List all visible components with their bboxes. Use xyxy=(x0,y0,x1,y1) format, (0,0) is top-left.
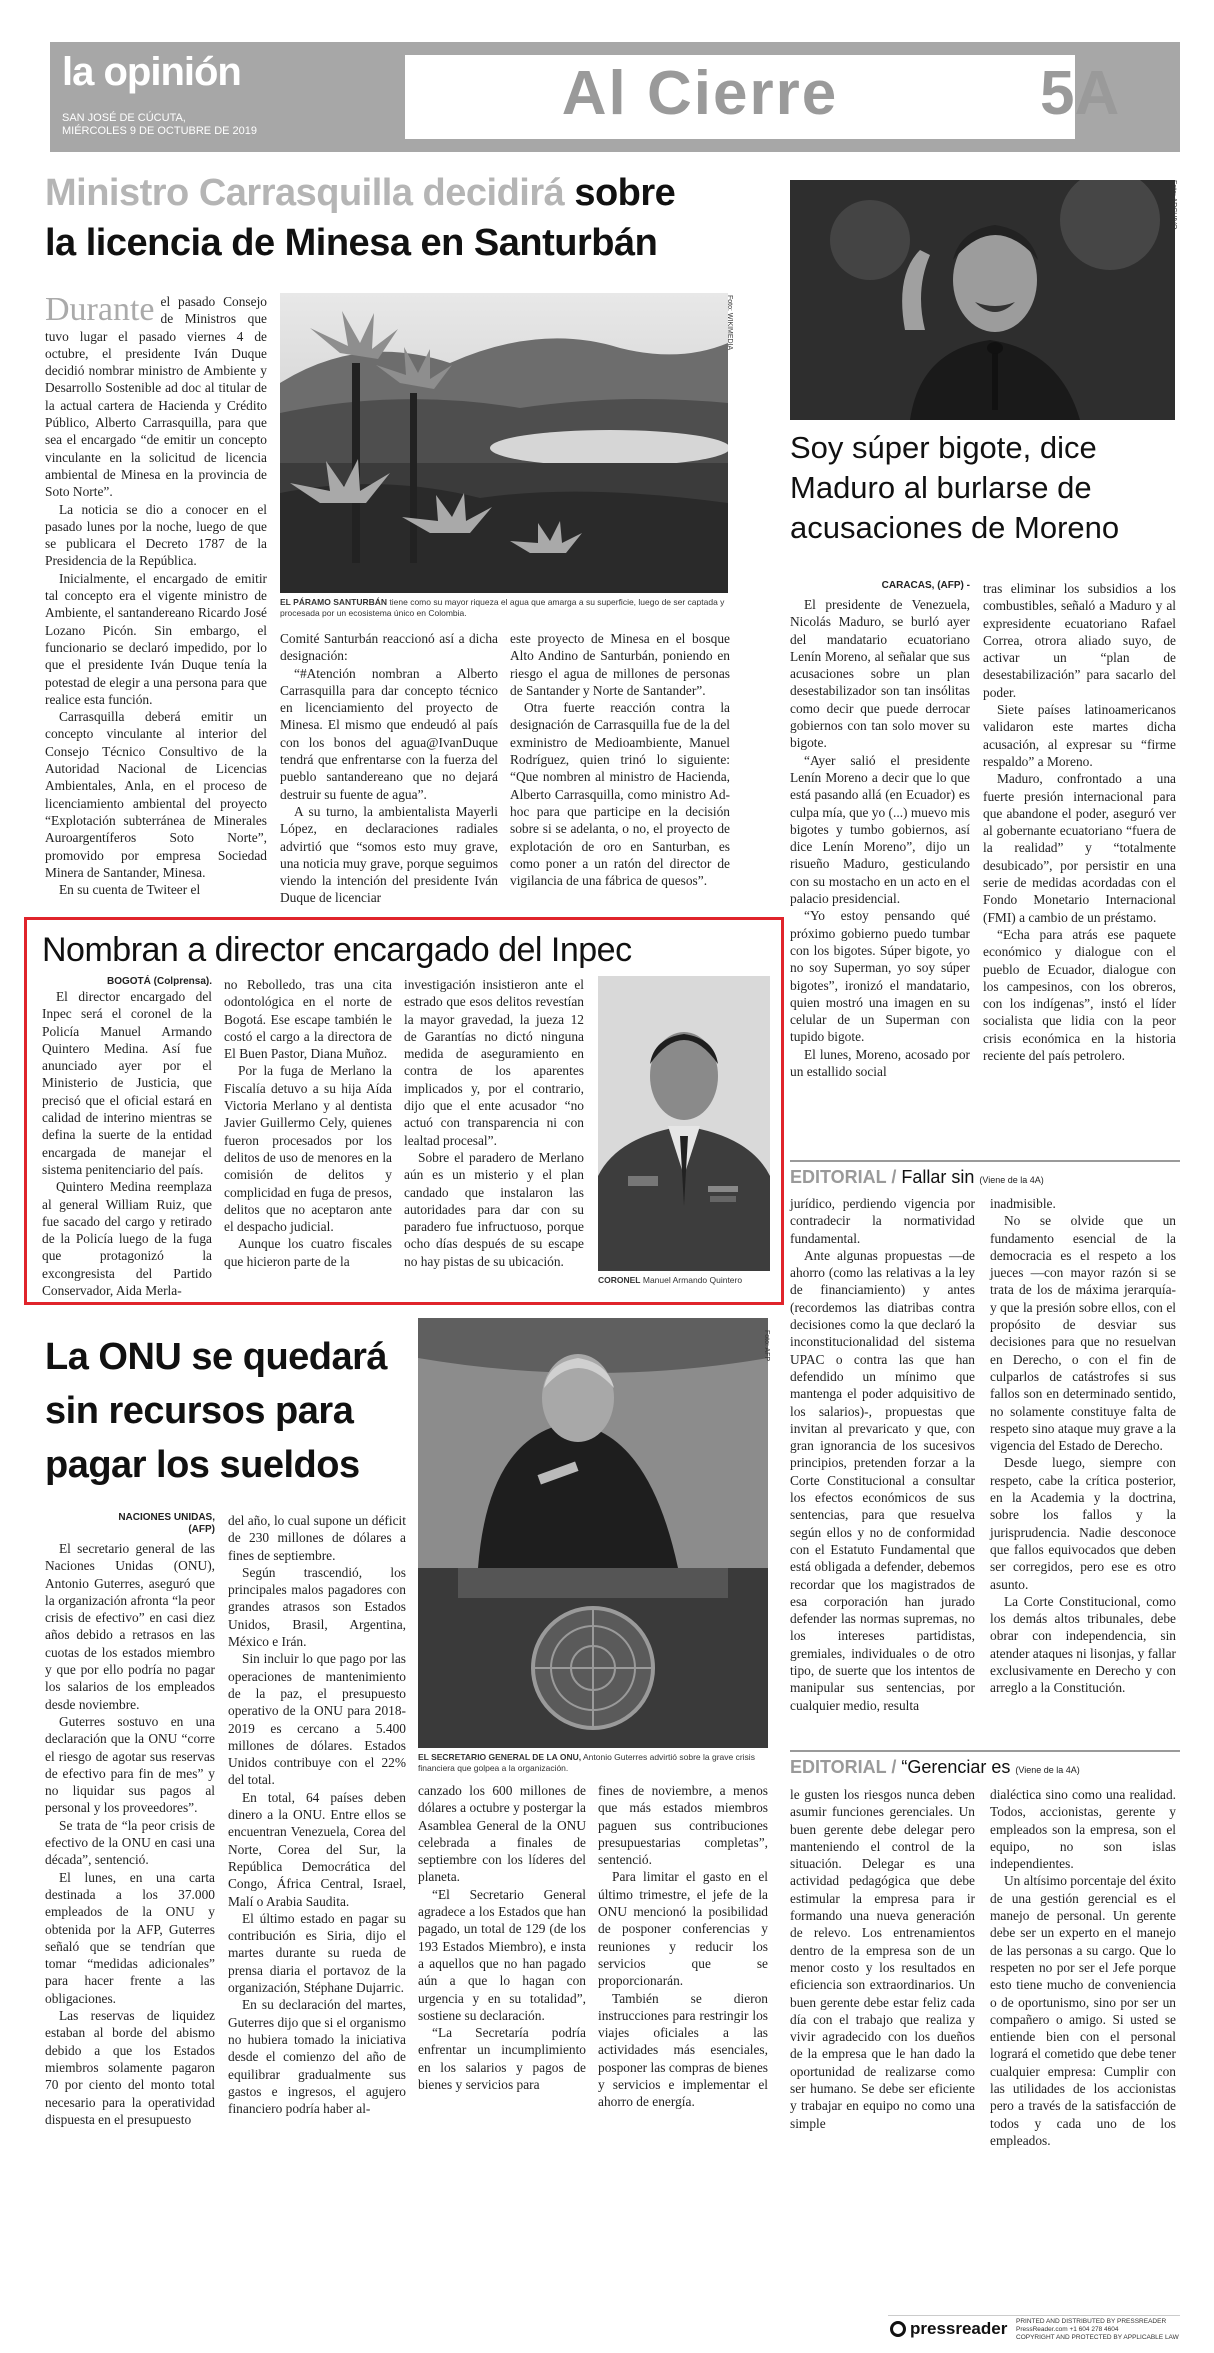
onu-column-2 xyxy=(228,1512,406,2117)
headline-highlight: Ministro Carrasquilla decidirá xyxy=(45,172,565,214)
minesa-p5: En su cuenta de Twiteer el xyxy=(59,882,201,898)
onu-headline-3: pagar los sueldos xyxy=(45,1444,360,1486)
minesa-p2: La noticia se dio a conocer en el pasado lunes por la noche, luego de que se publicara el Decreto 1787 de la Presidencia de la República. xyxy=(45,501,267,569)
headline-rest: sobre xyxy=(564,172,676,214)
editorial-2-header xyxy=(790,1755,1180,1782)
maduro-column-1 xyxy=(790,596,970,1080)
onu-c2-p6: En su declaración del martes, Guterres dijo que si el organismo no hubiera tomado la iniciativa desde el comienzo del año de equilibrar gradualmente sus gastos e ingresos, el agujero financiero podría haber al- xyxy=(228,1997,406,2117)
onu-c3-p3: “La Secretaría podría enfrentar un incumplimiento en los salarios y pagos de bienes y servicios para xyxy=(418,2025,586,2093)
onu-column-3 xyxy=(418,1782,586,2093)
editorial-2-label: EDITORIAL / xyxy=(790,1757,897,1777)
onu-c2-p2: Según trascendió, los principales malos pagadores con grandes atrasos son Estados Unidos, Brasil, Argentina, México e Irán. xyxy=(228,1564,406,1650)
onu-p2: Guterres sostuvo en una declaración que la ONU “corre el riesgo de agotar sus reservas de efectivo para fin de mes” y no liquidar sus pagos al personal y los proveedores”. xyxy=(45,1713,215,1816)
guterres-illustration xyxy=(418,1318,768,1748)
onu-p5: Las reservas de liquidez estaban al borde del abismo debido a que los Estados miembros solamente pagaron 70 por ciento del monto total necesario para la operatividad dispuesta en el presupuesto xyxy=(45,2008,215,2127)
ed1-p1: jurídico, perdiendo vigencia por contradecir la normatividad fundamental. xyxy=(790,1196,975,1246)
minesa-c3-p2: Otra fuerte reacción contra la designación de Carrasquilla fue de la del exministro de Medioambiente, Manuel Rodríguez, quien trinó lo siguiente: “Que nombren al ministro de Hacienda, Alberto Carrasquilla, como ministro Ad-hoc para que participe en la decisión sobre si se adelanta, o no, el proyecto de explotación de oro en Santurban, es como poner a un ratón del director de vigilancia de una fábrica de quesos”. xyxy=(510,700,730,889)
paramo-photo-credit: Foto: WIKIMEDIA xyxy=(726,295,733,351)
editorial-1-column-1 xyxy=(790,1195,975,1714)
maduro-column-2 xyxy=(983,580,1176,1064)
page-number: 5A xyxy=(1040,59,1120,128)
onu-headline-2: sin recursos para xyxy=(45,1390,354,1432)
maduro-c2-p2: Siete países latinoamericanos validaron este martes dicha acusación, al expresar su “firme respaldo” a Moreno. xyxy=(983,702,1176,769)
maduro-p4: El lunes, Moreno, acosado por un estallido social xyxy=(790,1046,970,1080)
maduro-photo-credit: Foto: ARCHIVO xyxy=(1170,180,1177,230)
onu-c2-p3: Sin incluir lo que pago por las operaciones de mantenimiento de la paz, el presupuesto operativo de la ONU para 2018-2019 es cercano a 5.400 millones de dólares. Estados Unidos contribuye con el 22% del total. xyxy=(228,1651,406,1788)
onu-column-4 xyxy=(598,1782,768,2111)
ed1-c2-p1: inadmisible. xyxy=(990,1196,1056,1211)
section-title: Al Cierre xyxy=(561,59,839,128)
city-date xyxy=(62,112,257,138)
pressreader-brand: pressreader xyxy=(910,2319,1008,2338)
editorial-2-rule xyxy=(790,1750,1180,1752)
inpec-column-3 xyxy=(404,976,584,1270)
newspaper-logo: la opinión xyxy=(62,50,241,94)
onu-c3-p2: “El Secretario General agradece a los Estados que han pagado, un total de 129 (de los 193 Estados Miembro), e insta a aquellos que no han pagado aún a que lo hagan con urgencia y en su totalidad”, sostiene su declaración. xyxy=(418,1886,586,2023)
footer-line-1: PRINTED AND DISTRIBUTED BY PRESSREADER xyxy=(1016,2318,1167,2325)
minesa-column-1 xyxy=(45,293,267,898)
maduro-photo xyxy=(790,180,1175,420)
minesa-c2-p3: A su turno, la ambientalista Mayerli López, en declaraciones radiales advirtió que “somos esto muy grave, una noticia muy grave, porque seguimos viendo la intención del presidente Iván Duque de licenciar xyxy=(280,803,498,906)
maduro-c2-p3: Maduro, confrontado a una fuerte presión internacional para que abandone el poder, aseguró ver al gobernante ecuatoriano “fuera de la realidad” y “totalmente desubicado”, por persistir en una serie de medidas acordadas con el Fondo Monetario Internacional (FMI) a cambio de un préstamo. xyxy=(983,771,1176,925)
onu-c4-p1: fines de noviembre, a menos que más estados miembros paguen sus contribuciones presupuestarias completas”, sentenció. xyxy=(598,1783,768,1868)
paramo-illustration xyxy=(280,293,728,593)
editorial-2-column-1 xyxy=(790,1786,975,2132)
inpec-caption xyxy=(598,1275,770,1286)
onu-caption-text: Antonio Guterres advirtió sobre la grave crisis financiera que golpea a la organización. xyxy=(418,1752,755,1773)
minesa-p1: el pasado Consejo de Ministros que tuvo lugar el pasado viernes 4 de octubre, el presidente Iván Duque decidió nombrar ministro de Ambiente y Desarrollo Sostenible ad doc al titular de la actual cartera de Hacienda y Crédito Público, Alberto Carrasquilla, para que sea el encargado “de emitir un concepto vinculante en la solicitud de licencia ambiental de Minesa en la provincia de Soto Norte”. xyxy=(45,294,267,500)
onu-p3: Se trata de “la peor crisis de efectivo de la ONU en casi una década”, sentenció. xyxy=(45,1817,215,1868)
inpec-caption-text: Manuel Armando Quintero xyxy=(640,1275,743,1285)
minesa-p4: Carrasquilla deberá emitir un concepto vinculante al interior del Consejo Técnico Consultivo de la Autoridad Nacional de Licencias Ambientales, Anla, en el proceso de licenciamiento ambiental del proyecto “Explotación subterránea de Minerales Auroargentíferos Soto Norte”, promovido por empresa Sociedad Minera de Santander, Minesa. xyxy=(45,709,267,880)
onu-photo-credit: Foto: AFP xyxy=(763,1330,770,1362)
maduro-p1: El presidente de Venezuela, Nicolás Maduro, se burló ayer del mandatario ecuatoriano Lenín Moreno, al señalar que sus acusaciones sobre un plan desestabilizador son tan insólitas como decir que puede derrocar gobiernos con tan solo mover su bigote. xyxy=(790,597,970,751)
editorial-2-column-2 xyxy=(990,1786,1176,2149)
maduro-c2-p4: “Echa para atrás ese paquete económico y dialogue con el pueblo de Ecuador, dialogue con los campesinos, con los obreros, con los indígenas”, instó el líder socialista que lidia con la peor crisis económica en la historia reciente del país petrolero. xyxy=(983,926,1176,1064)
caption-text: tiene como su mayor riqueza el agua que amarga a su superficie, luego de ser captada y procesada por un ecosistema único en Colombia. xyxy=(280,597,725,618)
onu-column-1 xyxy=(45,1540,215,2128)
maduro-headline xyxy=(790,428,1180,548)
dropcap-word: Durante xyxy=(45,291,155,328)
inpec-c3-p2: Sobre el paradero de Merlano aún es un misterio y el plan candado que instalaron las autoridades para dar con su paradero fue infructuoso, porque ocho días después de su escape no hay pistas de su ubicación. xyxy=(404,1149,584,1269)
onu-headline-1: La ONU se quedará xyxy=(45,1336,388,1378)
onu-p1: El secretario general de las Naciones Unidas (ONU), Antonio Guterres, aseguró que la organización afronta “la peor crisis de efectivo” en casi diez años debido a retrasos en las cuotas de los estados miembro y que por ello podría no pagar los salarios de los empleados desde noviembre. xyxy=(45,1541,215,1712)
onu-caption-label: EL SECRETARIO GENERAL DE LA ONU, xyxy=(418,1752,582,1762)
city-line: SAN JOSÉ DE CÚCUTA, xyxy=(62,112,186,124)
maduro-illustration xyxy=(790,180,1175,420)
maduro-c2-p1: tras eliminar los subsidios a los combustibles, señaló a Maduro y al expresidente ecuatoriano Rafael Correa, otrora aliado suyo, de activar un “plan de desestabilización” para sacarlo del poder. xyxy=(983,581,1176,700)
maduro-headline-1: Soy súper bigote, dice xyxy=(790,430,1097,465)
onu-byline-1: NACIONES UNIDAS, xyxy=(118,1512,215,1523)
inpec-byline: BOGOTÁ (Colprensa). xyxy=(106,976,212,987)
onu-photo xyxy=(418,1318,768,1748)
minesa-headline xyxy=(45,168,775,268)
inpec-column-1 xyxy=(42,988,212,1299)
ed2-c2-p2: Un altísimo porcentaje del éxito de una gestión gerencial es el manejo de personal. Un gerente debe ser un experto en el manejo de las personas a su cargo. Que lo respeten no por ser el Jefe porque esto tiene mucho de conveniencia o de oportunismo, sino por ser un compañero o amigo. Si usted se entiende bien con el personal logrará el cometido que debe tener cualquier empresa: Cumplir con las utilidades de los accionistas pero a través de la satisfacción de todos y cada uno de los empleados. xyxy=(990,1873,1176,2148)
ed2-p1: le gusten los riesgos nunca deben asumir funciones gerenciales. Un buen gerente debe delegar pero manteniendo el control de la situación. Delegar es una actividad pedagógica que debe estimular la empresa para ir formando una nueva generación de relevo. Los entrenamientos dentro de la empresa son de un menor costo y los resultados en eficiencia son extraordinarios. Un buen gerente debe estar feliz cada día con el trabajo que realiza y vivir agradecido con los dueños de la empresa que le han dado la oportunidad de realizarse como ser humano. Se debe ser eficiente y trabajar en equipo no como una simple xyxy=(790,1787,975,2131)
caption-label: EL PÁRAMO SANTURBÁN xyxy=(280,597,388,607)
footer-line-3: COPYRIGHT AND PROTECTED BY APPLICABLE LAW xyxy=(1016,2334,1179,2341)
minesa-p3: Inicialmente, el encargado de emitir tal concepto era el vigente ministro de Ambiente, el santandereano Ricardo José Lozano Picón. Sin embargo, el funcionario se declaró impedido, por lo que el presidente Iván Duque tenía la potestad de elegir a una persona para que realice esta función. xyxy=(45,570,267,707)
onu-c2-p5: El último estado en pagar su contribución es Siria, dijo el martes durante su rueda de prensa diaria el portavoz de la organización, Stéphane Dujarric. xyxy=(228,1910,406,1996)
onu-byline xyxy=(45,1512,215,1536)
paramo-caption xyxy=(280,597,728,619)
pressreader-logo-icon xyxy=(890,2321,906,2337)
minesa-c2-p1: Comité Santurbán reaccionó así a dicha designación: xyxy=(280,631,498,664)
minesa-c3-p1: este proyecto de Minesa en el bosque Alto Andino de Santurbán, poniendo en riesgo el agua de millones de personas de Santander y Norte de Santander”. xyxy=(510,631,730,698)
onu-c4-p2: Para limitar el gasto en el último trimestre, el jefe de la ONU mencionó la posibilidad de posponer conferencias y reuniones y reducir los servicios que se proporcionarán. xyxy=(598,1869,768,1989)
inpec-p1: El director encargado del Inpec será el coronel de la Policía Manuel Armando Quintero Medina. Así fue anunciado ayer por el Ministerio de Justicia, que precisó que el oficial estará en calidad de interino mientras se defina la suerte de la entidad encargada de manejar el sistema penitenciario del país. xyxy=(42,989,212,1177)
ed1-c2-p4: La Corte Constitucional, como los demás altos tribunales, debe obrar con independencia, sin atender ataques ni lisonjas, y fallar exclusivamente en Derecho y con arreglo a la Constitución. xyxy=(990,1593,1176,1696)
editorial-2-title: “Gerenciar es xyxy=(896,1757,1011,1777)
maduro-p2: “Ayer salió el presidente Lenín Moreno a decir que lo que está pasando allá (en Ecuador) es culpa mía, que yo (...) muevo mis bigotes y tumbo gobiernos, así dice Lenín Moreno”, dijo un risueño Maduro, gesticulando con su mostacho en un acto en el palacio presidencial. xyxy=(790,752,970,907)
paramo-photo xyxy=(280,293,728,593)
inpec-c3-p1: investigación insistieron ante el estrado que esos delitos revestían la mayor gravedad, la jueza 12 de Garantías no dictó ninguna medida de aseguramiento en contra de los aparentes implicados y, por el contrario, dijo que el ente acusador “no actuó con transparencia ni con lealtad procesal”. xyxy=(404,977,584,1148)
editorial-1-column-2 xyxy=(990,1195,1176,1697)
onu-caption xyxy=(418,1752,768,1774)
ed1-c2-p2: No se olvide que un fundamento esencial de la democracia es el respeto a los jueces —con mayor razón si se trata de los de máxima jerarquía- y que la presión sobre ellos, con el propósito de desviar sus decisiones para que no resuelvan en Derecho, o con el fin de culparlos de catástrofes si sus fallos son en determinado sentido, no solamente constituye falta de respeto sino ataque muy grave a la vigencia del Estado de Derecho. xyxy=(990,1213,1176,1454)
editorial-1-continued: (Viene de la 4A) xyxy=(979,1175,1044,1185)
inpec-caption-label: CORONEL xyxy=(598,1275,641,1285)
inpec-column-2 xyxy=(224,976,392,1270)
editorial-1-label: EDITORIAL / xyxy=(790,1167,897,1187)
ed2-c2-p1: dialéctica sino como una realidad. Todos, accionistas, gerente y empleados son la empresa, son el equipo, no son islas independientes. xyxy=(990,1787,1176,1872)
date-line: MIÉRCOLES 9 DE OCTUBRE DE 2019 xyxy=(62,125,258,137)
onu-c4-p3: También se dieron instrucciones para restringir los viajes oficiales a las actividades más esenciales, posponer las compras de bienes y servicios e implementar el ahorro de energía. xyxy=(598,1990,768,2110)
maduro-p3: “Yo estoy pensando qué próximo gobierno puedo tumbar con los bigotes. Súper bigote, yo no soy Superman, yo soy súper bigotes”, ironizó el mandatario, quien mostró una imagen en su celular de un Superman con tupido bigote. xyxy=(790,908,970,1045)
ed1-c2-p3: Desde luego, siempre con respeto, cabe la crítica posterior, en la Academia y la doctrina, sobre los fallos y la jurisprudencia. Nadie desconoce que fallos equivocados que deben ser corregidos, pero ese es otro asunto. xyxy=(990,1455,1176,1592)
onu-c2-p4: En total, 64 países deben dinero a la ONU. Entre ellos se encuentran Venezuela, Corea del Norte, Corea del Sur, la República Democrática del Congo, África Central, Israel, Malí o Arabia Saudita. xyxy=(228,1789,406,1909)
minesa-column-2 xyxy=(280,630,498,907)
coronel-illustration xyxy=(598,976,770,1271)
inpec-c2-p2: Por la fuga de Merlano la Fiscalía detuvo a su hija Aída Victoria Merlano y al dentista Javier Guillermo Cely, quienes fueron procesados por los delitos de uso de menores en la comisión de delitos y complicidad en fuga de presos, delitos que no aceptaron ante el despacho judicial. xyxy=(224,1063,392,1235)
onu-c3-p1: canzado los 600 millones de dólares a octubre y postergar la Asamblea General de la ONU celebrada a finales de septiembre con los líderes del planeta. xyxy=(418,1783,586,1885)
inpec-headline: Nombran a director encargado del Inpec xyxy=(42,931,632,969)
editorial-1-header xyxy=(790,1165,1180,1192)
minesa-column-3 xyxy=(510,630,730,889)
inpec-c2-p1: no Rebolledo, tras una cita odontológica en el norte de Bogotá. Ese escape también le costó el cargo a la directora de El Buen Pastor, Diana Muñoz. xyxy=(224,977,392,1062)
footer-line-2: PressReader.com +1 604 278 4604 xyxy=(1016,2326,1119,2333)
onu-headline xyxy=(45,1330,445,1492)
minesa-c2-p2: “#Atención nombran a Alberto Carrasquilla para dar concepto técnico en licenciamiento del proyecto de Minesa. El mismo que endeudó al país con los bonos del agua@IvanDuque tendrá que enfrentarse con la fuerza del pueblo santandereano que no dejará destruir su fuente de agua”. xyxy=(280,665,498,802)
pressreader-footer xyxy=(888,2315,1180,2344)
maduro-headline-3: acusaciones de Moreno xyxy=(790,510,1120,545)
onu-byline-2: (AFP) xyxy=(188,1524,215,1535)
maduro-headline-2: Maduro al burlarse de xyxy=(790,470,1092,505)
editorial-2-continued: (Viene de la 4A) xyxy=(1015,1765,1080,1775)
inpec-p2: Quintero Medina reemplaza al general William Ruiz, que fue sacado del cargo y retirado de la Policía luego de la fuga que protagonizó la excongresista del Partido Conservador, Aida Merla- xyxy=(42,1179,212,1299)
editorial-1-title: Fallar sin xyxy=(896,1167,975,1187)
editorial-1-rule xyxy=(790,1160,1180,1162)
inpec-c2-p3: Aunque los cuatro fiscales que hicieron parte de la xyxy=(224,1236,392,1269)
onu-p4: El lunes, en una carta destinada a los 37.000 empleados de la ONU y obtenida por la AFP, Guterres señaló que se tendrían que tomar “medidas adicionales” para hacer frente a las obligaciones. xyxy=(45,1869,215,2006)
pressreader-info xyxy=(1016,2318,1179,2342)
onu-c2-p1: del año, lo cual supone un déficit de 230 millones de dólares a fines de septiembre. xyxy=(228,1513,406,1563)
ed1-p2: Ante algunas propuestas —de ahorro (como las relativas a la ley de financiamiento) y antes (recordemos las diatribas contra decisiones como la que declaró la inconstitucionalidad del sistema UPAC o contra las que han defendido un mínimo que mantenga el poder adquisitivo de los salarios)-, propuestas que invitan al prevaricato y que, con gran ignorancia de los sucesivos principios, pretenden forzar a la Corte Constitucional a consultar los efectos económicos de sus sentencias, para que resuelva según ellos y no de conformidad con el Estatuto Fundamental que está obligada a defender, debemos recordar que los magistrados de esa corporación han jurado defender las normas supremas, no los intereses partidistas, gremiales, individuales o de otro tipo, de suerte que los intentos de manipular sus sentencias, por cualquier medio, resulta xyxy=(790,1247,975,1713)
inpec-photo xyxy=(598,976,770,1271)
headline-line2: la licencia de Minesa en Santurbán xyxy=(45,222,658,264)
maduro-byline: CARACAS, (AFP) - xyxy=(881,580,970,591)
